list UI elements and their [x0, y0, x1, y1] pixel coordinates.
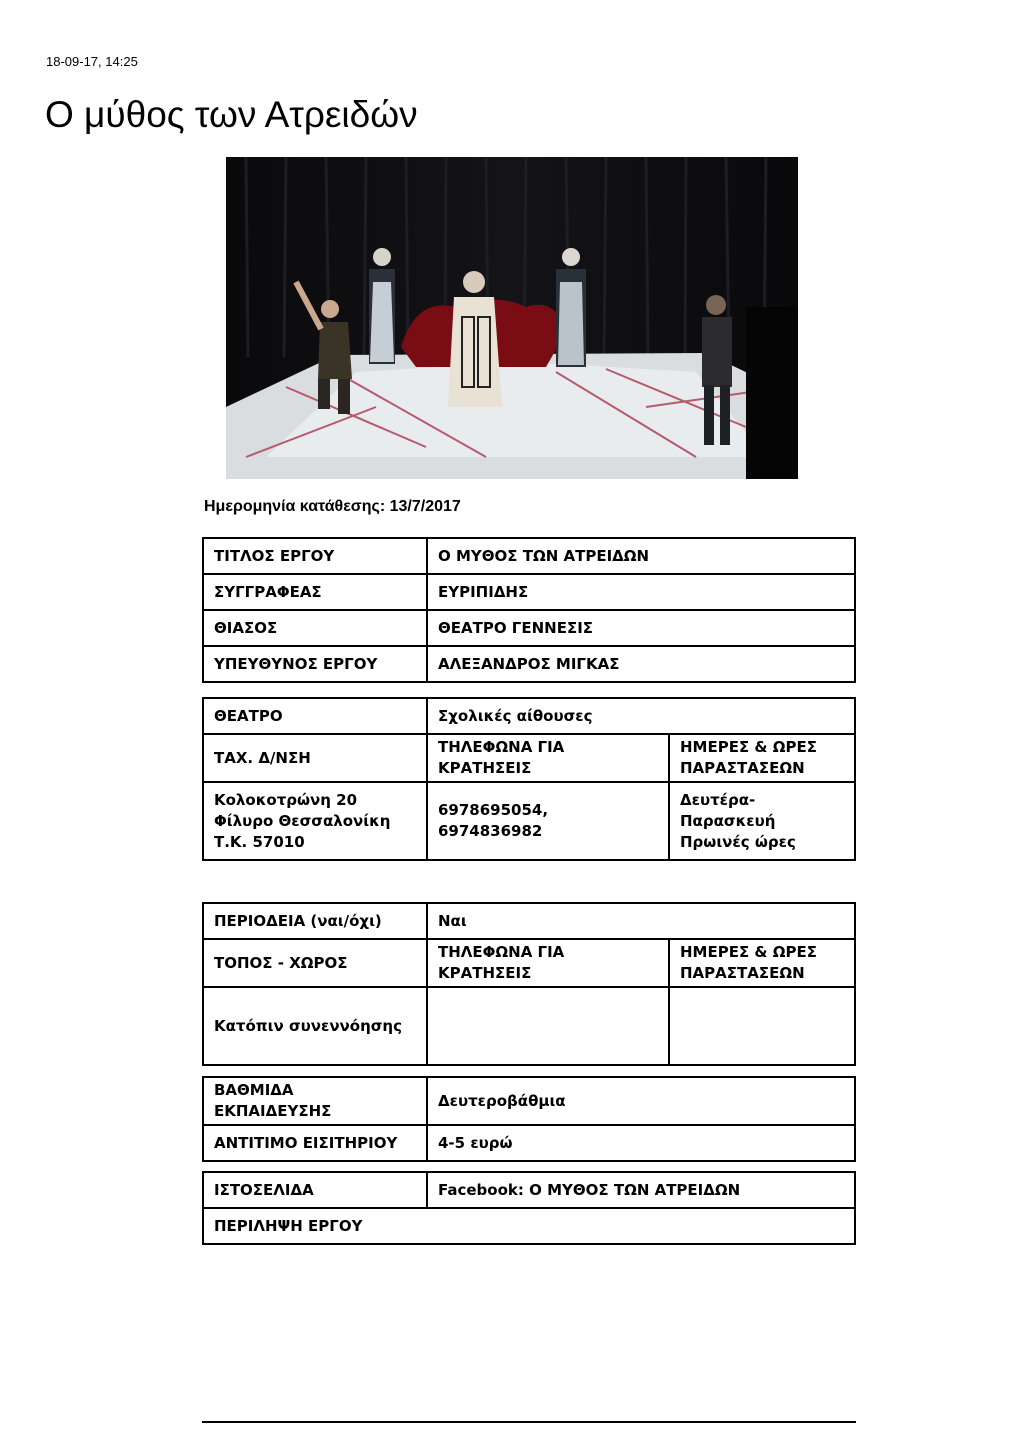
phone-line: 6978695054, — [438, 801, 549, 819]
filing-date: Ημερομηνία κατάθεσης: 13/7/2017 — [204, 498, 461, 515]
theatre-label: ΘΕΑΤΡΟ — [203, 698, 427, 734]
address-line: Τ.Κ. 57010 — [214, 832, 305, 851]
author-label: ΣΥΓΓΡΑΦΕΑΣ — [203, 574, 427, 610]
days-line: Παρασκευή — [680, 811, 776, 830]
website-label: ΙΣΤΟΣΕΛΙΔΑ — [203, 1172, 427, 1208]
address-value — [203, 782, 427, 860]
level-label: ΒΑΘΜΙΔΑ ΕΚΠΑΙΔΕΥΣΗΣ — [203, 1077, 427, 1125]
summary-label: ΠΕΡΙΛΗΨΗ ΕΡΓΟΥ — [203, 1208, 855, 1244]
days-line: Δευτέρα- — [680, 790, 756, 809]
tour-phones-value — [427, 987, 669, 1065]
table-row — [203, 903, 855, 939]
phone-line: 6974836982 — [438, 822, 543, 840]
table-row — [203, 1172, 855, 1208]
education-table — [202, 1076, 856, 1162]
author-value: ΕΥΡΙΠΙΔΗΣ — [427, 574, 855, 610]
table-row — [203, 1208, 855, 1244]
work-info-table — [202, 537, 856, 683]
tour-phones-label: ΤΗΛΕΦΩΝΑ ΓΙΑ ΚΡΑΤΗΣΕΙΣ — [427, 939, 669, 987]
tour-value: Ναι — [427, 903, 855, 939]
venue-table — [202, 697, 856, 861]
table-row — [203, 610, 855, 646]
address-line: Φίλυρο Θεσσαλονίκη — [214, 811, 391, 830]
address-line: Κολοκοτρώνη 20 — [214, 790, 358, 809]
price-value: 4-5 ευρώ — [427, 1125, 855, 1161]
level-value: Δευτεροβάθμια — [427, 1077, 855, 1125]
table-row — [203, 782, 855, 860]
days-line: Πρωινές ώρες — [680, 832, 796, 851]
phones-value — [427, 782, 669, 860]
table-row — [203, 1125, 855, 1161]
troupe-value: ΘΕΑΤΡΟ ΓΕΝΝΕΣΙΣ — [427, 610, 855, 646]
table-row — [203, 1077, 855, 1125]
footer-divider — [202, 1421, 856, 1423]
title-label: ΤΙΤΛΟΣ ΕΡΓΟΥ — [203, 538, 427, 574]
table-row — [203, 987, 855, 1065]
title-value: Ο ΜΥΘΟΣ ΤΩΝ ΑΤΡΕΙΔΩΝ — [427, 538, 855, 574]
table-row — [203, 574, 855, 610]
place-value: Κατόπιν συνεννόησης — [203, 987, 427, 1065]
manager-value: ΑΛΕΞΑΝΔΡΟΣ ΜΙΓΚΑΣ — [427, 646, 855, 682]
website-value: Facebook: Ο ΜΥΘΟΣ ΤΩΝ ΑΤΡΕΙΔΩΝ — [427, 1172, 855, 1208]
print-timestamp: 18-09-17, 14:25 — [46, 54, 138, 69]
place-label: ΤΟΠΟΣ - ΧΩΡΟΣ — [203, 939, 427, 987]
table-row — [203, 698, 855, 734]
table-row — [203, 939, 855, 987]
page-title: Ο μύθος των Ατρειδών — [45, 94, 418, 135]
performance-photo — [226, 157, 798, 479]
days-label: ΗΜΕΡΕΣ & ΩΡΕΣ ΠΑΡΑΣΤΑΣΕΩΝ — [669, 734, 855, 782]
address-label: ΤΑΧ. Δ/ΝΣΗ — [203, 734, 427, 782]
tour-label: ΠΕΡΙΟΔΕΙΑ (ναι/όχι) — [203, 903, 427, 939]
tour-table — [202, 902, 856, 1066]
tour-days-value — [669, 987, 855, 1065]
troupe-label: ΘΙΑΣΟΣ — [203, 610, 427, 646]
table-row — [203, 538, 855, 574]
phones-label: ΤΗΛΕΦΩΝΑ ΓΙΑ ΚΡΑΤΗΣΕΙΣ — [427, 734, 669, 782]
tour-days-label: ΗΜΕΡΕΣ & ΩΡΕΣ ΠΑΡΑΣΤΑΣΕΩΝ — [669, 939, 855, 987]
table-row — [203, 734, 855, 782]
table-row — [203, 646, 855, 682]
theatre-value: Σχολικές αίθουσες — [427, 698, 855, 734]
manager-label: ΥΠΕΥΘΥΝΟΣ ΕΡΓΟΥ — [203, 646, 427, 682]
web-table — [202, 1171, 856, 1245]
price-label: ΑΝΤΙΤΙΜΟ ΕΙΣΙΤΗΡΙΟΥ — [203, 1125, 427, 1161]
days-value — [669, 782, 855, 860]
